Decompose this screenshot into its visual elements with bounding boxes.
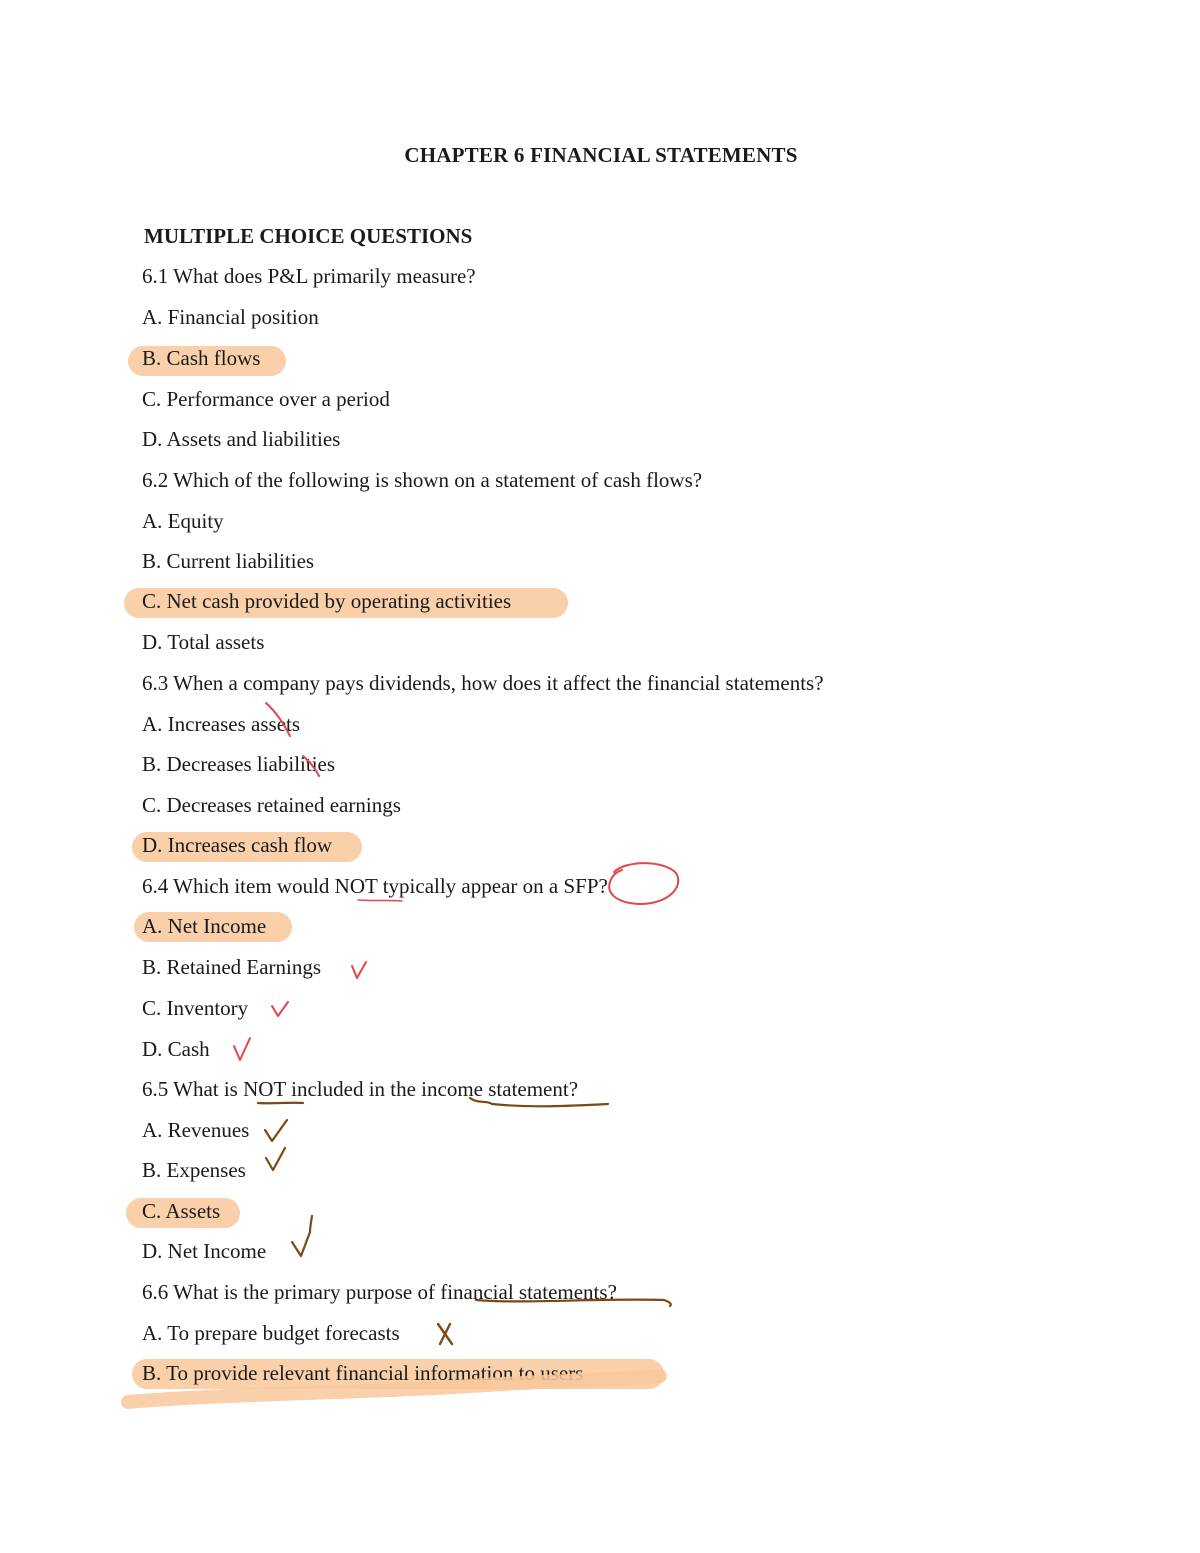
- question-6-6: 6.6 What is the primary purpose of financial statements?: [142, 1280, 617, 1304]
- red-underline-mark: [358, 900, 402, 901]
- option-6-4-d: D. Cash: [142, 1037, 210, 1061]
- red-circle-mark: [609, 863, 678, 904]
- option-6-1-b: B. Cash flows: [142, 346, 261, 370]
- red-checkmark-icon: [352, 962, 366, 978]
- question-6-4: 6.4 Which item would NOT typically appear on a SFP?: [142, 874, 608, 898]
- red-slash-mark-icon: [266, 703, 290, 736]
- red-slash-mark-icon: [303, 756, 319, 776]
- option-6-2-d: D. Total assets: [142, 630, 265, 654]
- red-checkmark-icon: [272, 1002, 288, 1016]
- option-6-3-a: A. Increases assets: [142, 712, 301, 736]
- question-6-5: 6.5 What is NOT included in the income statement?: [142, 1077, 579, 1101]
- highlight-tail-stroke: [128, 1376, 660, 1402]
- option-6-3-c: C. Decreases retained earnings: [142, 793, 401, 817]
- option-6-1-a: A. Financial position: [142, 305, 319, 329]
- option-6-1-c: C. Performance over a period: [142, 387, 390, 411]
- brown-underline-mark: [470, 1098, 608, 1106]
- option-6-5-c: C. Assets: [142, 1199, 221, 1223]
- option-6-5-a: A. Revenues: [142, 1118, 250, 1142]
- brown-checkmark-icon: [265, 1120, 287, 1141]
- brown-underline-mark: [258, 1103, 303, 1104]
- option-6-6-b: B. To provide relevant financial information to users: [142, 1361, 584, 1385]
- option-6-4-c: C. Inventory: [142, 996, 249, 1020]
- brown-checkmark-icon: [266, 1148, 285, 1170]
- option-6-1-d: D. Assets and liabilities: [142, 427, 341, 451]
- option-6-3-b: B. Decreases liabilities: [142, 752, 336, 776]
- brown-checkmark-icon: [292, 1216, 312, 1256]
- option-6-2-a: A. Equity: [142, 509, 224, 533]
- brown-underline-mark: [476, 1300, 671, 1306]
- document-title: CHAPTER 6 FINANCIAL STATEMENTS: [404, 143, 798, 167]
- option-6-5-d: D. Net Income: [142, 1239, 267, 1263]
- question-6-2: 6.2 Which of the following is shown on a statement of cash flows?: [142, 468, 703, 492]
- red-checkmark-icon: [234, 1038, 250, 1060]
- option-6-3-d: D. Increases cash flow: [142, 833, 333, 857]
- option-6-5-b: B. Expenses: [142, 1158, 246, 1182]
- question-6-3: 6.3 When a company pays dividends, how does it affect the financial statements?: [142, 671, 824, 695]
- option-6-2-c: C. Net cash provided by operating activities: [142, 589, 512, 613]
- option-6-2-b: B. Current liabilities: [142, 549, 315, 573]
- question-6-1: 6.1 What does P&L primarily measure?: [142, 264, 476, 288]
- option-6-4-b: B. Retained Earnings: [142, 955, 322, 979]
- section-heading: MULTIPLE CHOICE QUESTIONS: [144, 224, 473, 248]
- option-6-6-a: A. To prepare budget forecasts: [142, 1321, 400, 1345]
- option-6-4-a: A. Net Income: [142, 914, 267, 938]
